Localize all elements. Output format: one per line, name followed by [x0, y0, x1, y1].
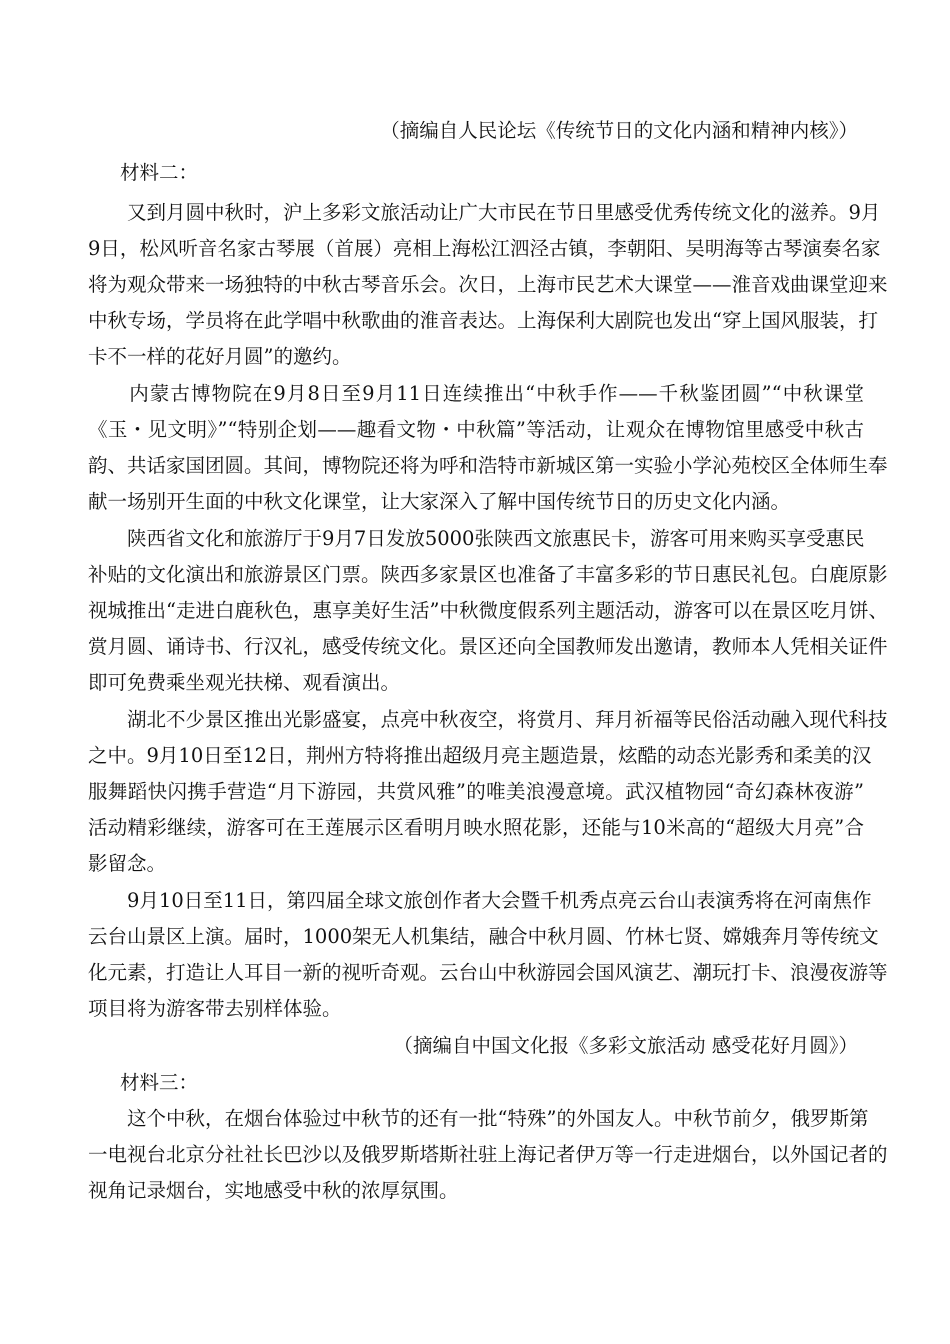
paragraph-line: 补贴的文化演出和旅游景区门票。陕西多家景区也准备了丰富多彩的节日惠民礼包。白鹿原影: [88, 563, 888, 586]
paragraph-line: 献一场别开生面的中秋文化课堂，让大家深入了解中国传统节日的历史文化内涵。: [88, 490, 791, 513]
paragraph-line: 影留念。: [88, 852, 167, 875]
paragraph-line: 云台山景区上演。届时，1000架无人机集结，融合中秋月圆、竹林七贤、嫦娥奔月等传统文: [88, 925, 879, 948]
paragraph-line: 化元素，打造让人耳目一新的视听奇观。云台山中秋游园会国风演艺、潮玩打卡、浪漫夜游等: [88, 961, 888, 984]
paragraph-line: 将为观众带来一场独特的中秋古琴音乐会。次日，上海市民艺术大课堂——淮音戏曲课堂迎来: [88, 273, 888, 296]
paragraph-line: 9月10日至11日，第四届全球文旅创作者大会暨千机秀点亮云台山表演秀将在河南焦作: [88, 889, 872, 912]
paragraph-line: 视角记录烟台，实地感受中秋的浓厚氛围。: [88, 1179, 459, 1202]
paragraph-line: 卡不一样的花好月圆”的邀约。: [88, 345, 352, 368]
paragraph-line: 赏月圆、诵诗书、行汉礼，感受传统文化。景区还向全国教师发出邀请，教师本人凭相关证件: [88, 635, 888, 658]
source-citation-2: （摘编自中国文化报《多彩文旅活动 感受花好月圆》）: [393, 1034, 858, 1057]
paragraph-line: 服舞蹈快闪携手营造“月下游园，共赏风雅”的唯美浪漫意境。武汉植物园“奇幻森林夜游”: [88, 780, 864, 803]
material-3-heading: 材料三：: [120, 1071, 199, 1094]
paragraph-line: 视城推出“走进白鹿秋色，惠享美好生活”中秋微度假系列主题活动，游客可以在景区吃月饼、: [88, 599, 888, 622]
paragraph-line: 这个中秋，在烟台体验过中秋节的还有一批“特殊”的外国友人。中秋节前夕，俄罗斯第: [88, 1107, 869, 1130]
paragraph-line: 《玉・见文明》”“特别企划——趣看文物・中秋篇”等活动，让观众在博物馆里感受中秋古: [88, 418, 864, 441]
paragraph-line: 9日，松风听音名家古琴展（首展）亮相上海松江泗泾古镇，李朝阳、吴明海等古琴演奏名家: [88, 237, 881, 260]
paragraph-line: 陕西省文化和旅游厅于9月7日发放5000张陕西文旅惠民卡，游客可用来购买享受惠民: [88, 527, 865, 550]
paragraph-line: 又到月圆中秋时，沪上多彩文旅活动让广大市民在节日里感受优秀传统文化的滋养。9月: [88, 201, 881, 224]
paragraph-line: 一电视台北京分社社长巴沙以及俄罗斯塔斯社驻上海记者伊万等一行走进烟台，以外国记者的: [88, 1143, 888, 1166]
material-2-heading: 材料二：: [120, 161, 199, 184]
paragraph-line: 即可免费乘坐观光扶梯、观看演出。: [88, 671, 401, 694]
paragraph-line: 项目将为游客带去别样体验。: [88, 997, 342, 1020]
paragraph-line: 韵、共话家国团圆。其间，博物院还将为呼和浩特市新城区第一实验小学沁苑校区全体师生奉: [88, 454, 888, 477]
paragraph-line: 之中。9月10日至12日，荆州方特将推出超级月亮主题造景，炫酷的动态光影秀和柔美的汉: [88, 744, 872, 767]
paragraph-line: 活动精彩继续，游客可在王莲展示区看明月映水照花影，还能与10米高的“超级大月亮”合: [88, 816, 864, 839]
paragraph-line: 湖北不少景区推出光影盛宴，点亮中秋夜空，将赏月、拜月祈福等民俗活动融入现代科技: [88, 708, 888, 731]
paragraph-line: 内蒙古博物院在9月8日至9月11日连续推出“中秋手作——千秋鉴团圆”“中秋课堂: [88, 382, 864, 405]
source-citation-1: （摘编自人民论坛《传统节日的文化内涵和精神内核》）: [380, 119, 858, 142]
paragraph-line: 中秋专场，学员将在此学唱中秋歌曲的淮音表达。上海保利大剧院也发出“穿上国风服装，打: [88, 309, 878, 332]
